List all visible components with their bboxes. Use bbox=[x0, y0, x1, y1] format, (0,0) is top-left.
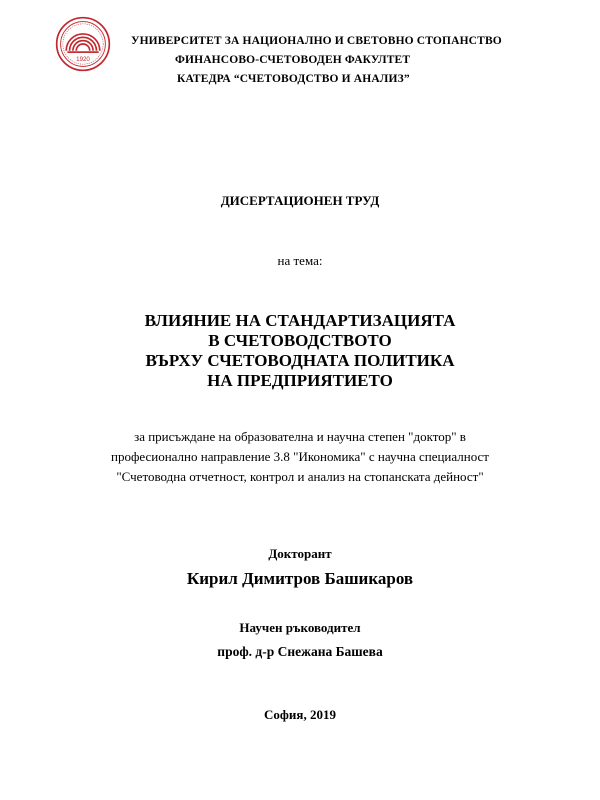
supervisor-label: Научен ръководител bbox=[239, 620, 361, 635]
university-logo-icon bbox=[55, 16, 111, 72]
place-and-year: София, 2019 bbox=[264, 707, 336, 722]
degree-purpose bbox=[0, 427, 600, 487]
title-line: ВЛИЯНИЕ НА СТАНДАРТИЗАЦИЯТА bbox=[144, 311, 456, 330]
title-line: В СЧЕТОВОДСТВОТО bbox=[208, 331, 392, 350]
purpose-line: "Счетоводна отчетност, контрол и анализ на стопанската дейност" bbox=[116, 469, 484, 484]
logo-year: 1920 bbox=[76, 55, 90, 63]
department-name: КАТЕДРА “СЧЕТОВОДСТВО И АНАЛИЗ” bbox=[177, 73, 410, 85]
university-name: УНИВЕРСИТЕТ ЗА НАЦИОНАЛНО И СВЕТОВНО СТОПАНСТВО bbox=[131, 35, 502, 47]
on-topic-label: на тема: bbox=[277, 253, 323, 268]
title-line: ВЪРХУ СЧЕТОВОДНАТА ПОЛИТИКА bbox=[145, 351, 455, 370]
purpose-line: професионално направление 3.8 "Икономика" с научна специалност bbox=[111, 449, 489, 464]
purpose-line: за присъждане на образователна и научна степен "доктор" в bbox=[134, 429, 466, 444]
faculty-name: ФИНАНСОВО-СЧЕТОВОДЕН ФАКУЛТЕТ bbox=[175, 54, 411, 66]
candidate-name: Кирил Димитров Башикаров bbox=[186, 569, 414, 588]
document-type: ДИСЕРТАЦИОНЕН ТРУД bbox=[220, 193, 380, 208]
title-line: НА ПРЕДПРИЯТИЕТО bbox=[207, 371, 393, 390]
dissertation-title bbox=[0, 311, 600, 391]
supervisor-name: проф. д-р Снежана Башева bbox=[217, 644, 383, 659]
candidate-label: Докторант bbox=[268, 546, 332, 561]
